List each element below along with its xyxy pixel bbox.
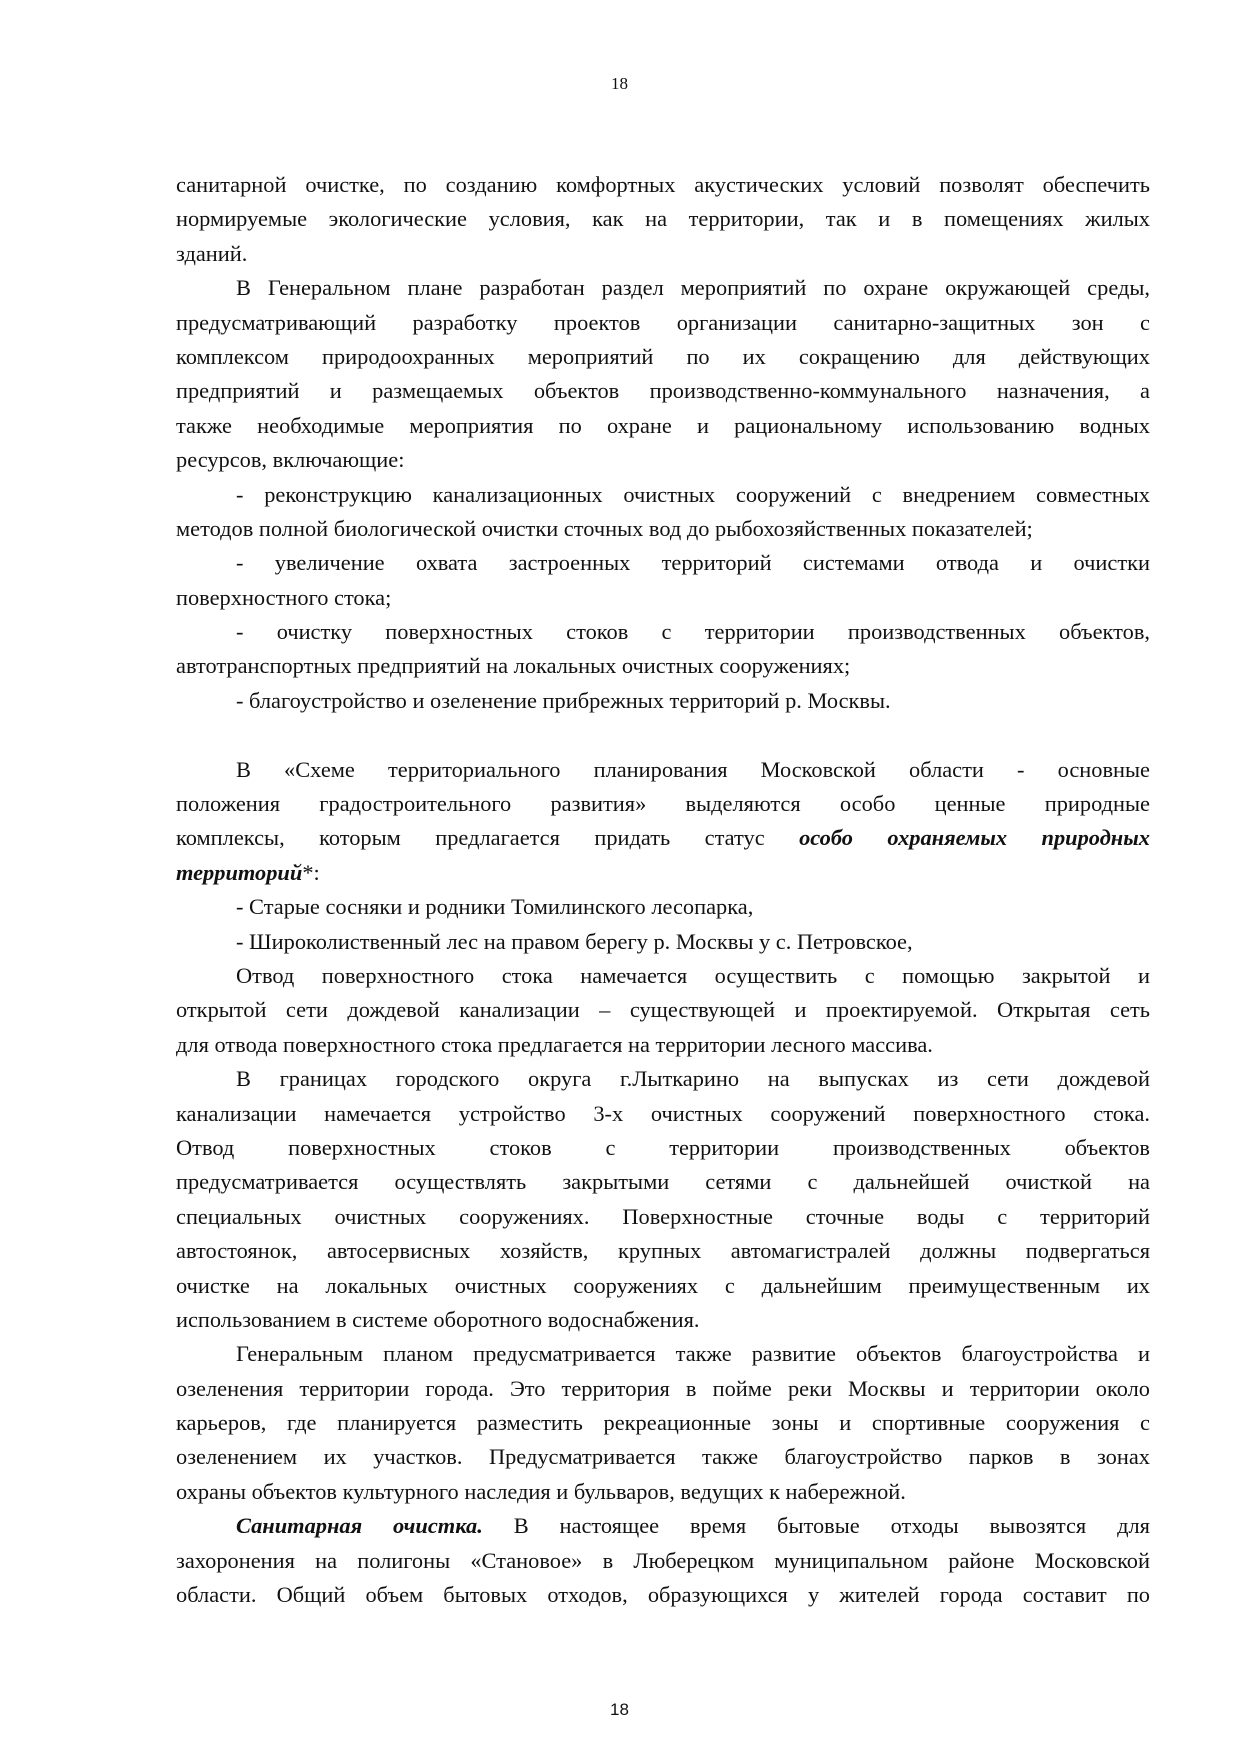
blank-line (176, 718, 1150, 752)
text-fragment: комплексы, которым предлагается придать статус (176, 825, 765, 851)
text-line: также необходимые мероприятия по охране и рациональному использованию водных (176, 412, 1150, 438)
text-line: для отвода поверхностного стока предлагается на территории лесного массива. (176, 1031, 933, 1057)
emphasis-text: особо охраняемых природных (799, 825, 1150, 851)
text-line: открытой сети дождевой канализации – существующей и проектируемой. Открытая сеть (176, 997, 1150, 1023)
text-line: карьеров, где планируется разместить рекреационные зоны и спортивные сооружения с (176, 1410, 1150, 1436)
text-line: - благоустройство и озеленение прибрежных территорий р. Москвы. (236, 687, 891, 713)
text-line: - Старые сосняки и родники Томилинского лесопарка, (236, 894, 754, 920)
text-line: санитарной очистке, по созданию комфортных акустических условий позволят обеспечить (176, 172, 1150, 197)
page-number-bottom: 18 (610, 1700, 629, 1719)
text-line: В Генеральном плане разработан раздел мероприятий по охране окружающей среды, (236, 275, 1150, 301)
text-line: методов полной биологической очистки сточных вод до рыбохозяйственных показателей; (176, 515, 1033, 541)
text-line: предусматривающий разработку проектов организации санитарно-защитных зон с (176, 309, 1150, 335)
text-line: нормируемые экологические условия, как на территории, так и в помещениях жилых (176, 206, 1150, 232)
text-line: ресурсов, включающие: (176, 447, 405, 473)
text-line: В границах городского округа г.Лыткарино на выпусках из сети дождевой (236, 1066, 1150, 1092)
text-line: предусматривается осуществлять закрытыми сетями с дальнейшей очисткой на (176, 1169, 1150, 1195)
text-line: автотранспортных предприятий на локальных очистных сооружениях; (176, 653, 851, 679)
text-line: поверхностного стока; (176, 584, 392, 610)
text-line: очистке на локальных очистных сооружениях с дальнейшим преимущественным их (176, 1272, 1150, 1298)
text-line: Отвод поверхностного стока намечается осуществить с помощью закрытой и (236, 962, 1150, 988)
text-line: озеленения территории города. Это территория в пойме реки Москвы и территории около (176, 1375, 1150, 1401)
text-line: использованием в системе оборотного водоснабжения. (176, 1306, 700, 1332)
text-line: В «Схеме территориального планирования Московской области - основные (236, 756, 1150, 782)
text-line: положения градостроительного развития» выделяются особо ценные природные (176, 791, 1150, 817)
text-line (176, 821, 1150, 855)
text-line: - очистку поверхностных стоков с территории производственных объектов, (236, 619, 1150, 645)
text-line: - увеличение охвата застроенных территорий системами отвода и очистки (236, 550, 1150, 576)
text-line: Отвод поверхностных стоков с территории производственных объектов (176, 1134, 1150, 1160)
text-line: зданий. (176, 240, 248, 266)
section-heading-inline: Санитарная очистка. (236, 1513, 483, 1539)
text-line: захоронения на полигоны «Становое» в Люберецком муниципальном районе Московской (176, 1547, 1150, 1573)
emphasis-text: территорий (176, 859, 303, 885)
text-line: комплексом природоохранных мероприятий по их сокращению для действующих (176, 343, 1150, 369)
text-line: охраны объектов культурного наследия и бульваров, ведущих к набережной. (176, 1478, 906, 1504)
text-line: специальных очистных сооружениях. Поверхностные сточные воды с территорий (176, 1203, 1150, 1229)
text-line: предприятий и размещаемых объектов производственно-коммунального назначения, а (176, 378, 1150, 404)
text-line: Генеральным планом предусматривается также развитие объектов благоустройства и (236, 1341, 1150, 1367)
text-line: - Широколиственный лес на правом берегу р. Москвы у с. Петровское, (236, 928, 913, 954)
document-body (176, 168, 1150, 1612)
text-line (176, 856, 1150, 890)
text-line: автостоянок, автосервисных хозяйств, крупных автомагистралей должны подвергаться (176, 1238, 1150, 1264)
text-line (176, 1509, 1150, 1543)
text-line: канализации намечается устройство 3-х очистных сооружений поверхностного стока. (176, 1100, 1150, 1126)
text-fragment: В настоящее время бытовые отходы вывозятся для (513, 1513, 1150, 1539)
text-line: озеленением их участков. Предусматривается также благоустройство парков в зонах (176, 1444, 1150, 1470)
text-line: области. Общий объем бытовых отходов, образующихся у жителей города составит по (176, 1582, 1150, 1608)
page-number-top: 18 (611, 74, 628, 93)
text-line: - реконструкцию канализационных очистных сооружений с внедрением совместных (236, 481, 1150, 507)
footnote-marker: *: (302, 859, 320, 885)
